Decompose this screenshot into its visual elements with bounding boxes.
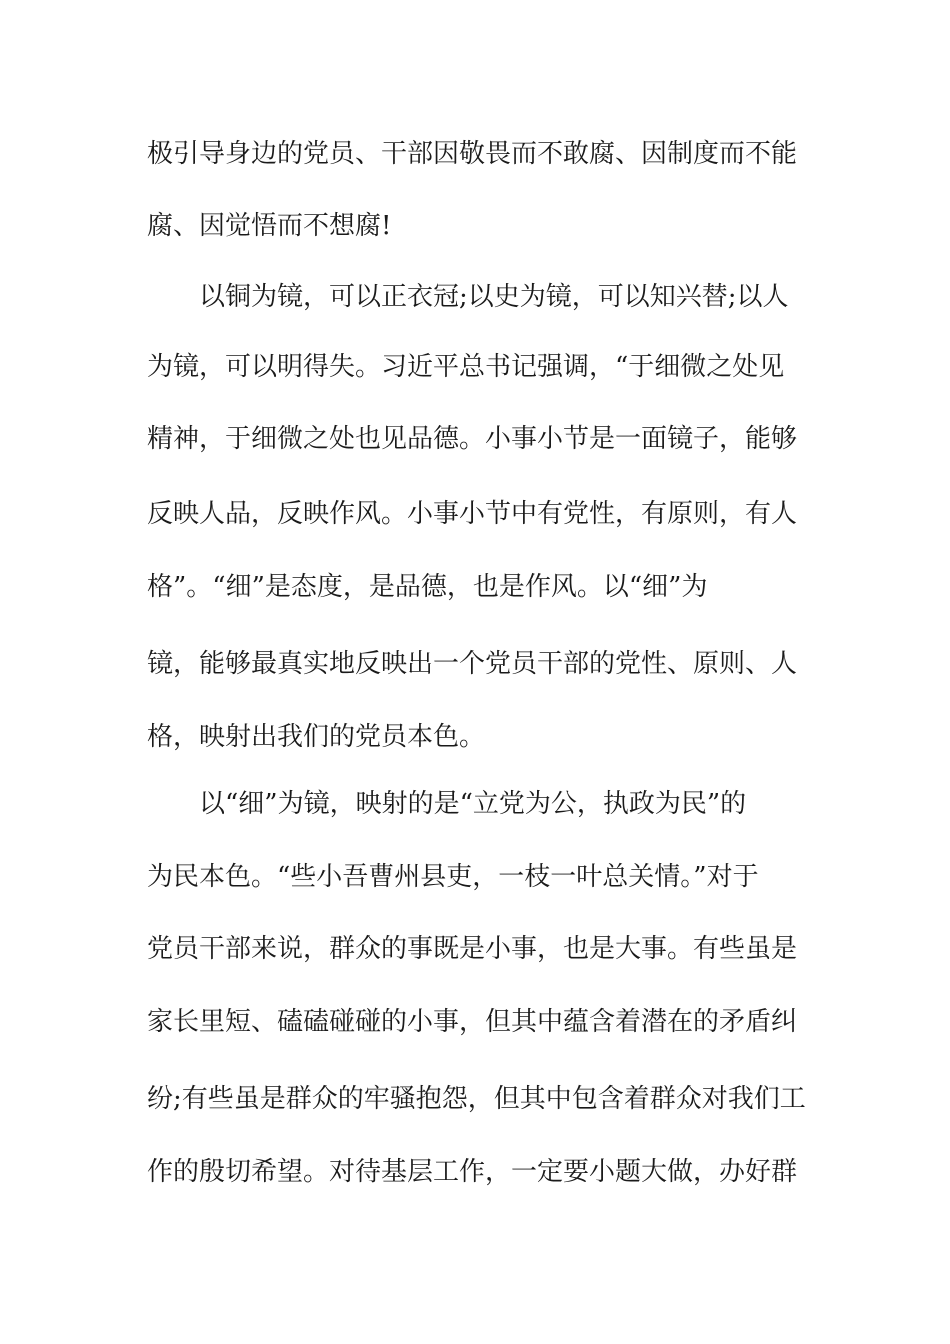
text-line: 作的殷切希望。对待基层工作，一定要小题大做，办好群 [147, 1157, 798, 1187]
text-line: 党员干部来说，群众的事既是小事，也是大事。有些虽是 [147, 934, 798, 964]
text-line: 格，映射出我们的党员本色。 [147, 722, 486, 752]
text-line: 极引导身边的党员、干部因敬畏而不敢腐、因制度而不能 [147, 139, 798, 169]
text-line: 镜，能够最真实地反映出一个党员干部的党性、原则、人 [147, 649, 798, 679]
text-line: 为民本色。“些小吾曹州县吏，一枝一叶总关情。”对于 [147, 862, 759, 892]
text-line: 腐、因觉悟而不想腐! [147, 211, 392, 241]
text-line: 格”。“细”是态度，是品德，也是作风。以“细”为 [147, 572, 708, 602]
text-line: 精神，于细微之处也见品德。小事小节是一面镜子，能够 [147, 424, 798, 454]
text-line: 纷;有些虽是群众的牢骚抱怨，但其中包含着群众对我们工 [147, 1084, 806, 1114]
text-line: 家长里短、磕磕碰碰的小事，但其中蕴含着潜在的矛盾纠 [147, 1007, 798, 1037]
text-line: 反映人品，反映作风。小事小节中有党性，有原则，有人 [147, 499, 798, 529]
paragraph-start-line: 以铜为镜，可以正衣冠;以史为镜，可以知兴替;以人 [199, 282, 789, 312]
paragraph-start-line: 以“细”为镜，映射的是“立党为公，执政为民”的 [199, 789, 747, 819]
text-line: 为镜，可以明得失。习近平总书记强调，“于细微之处见 [147, 352, 785, 382]
